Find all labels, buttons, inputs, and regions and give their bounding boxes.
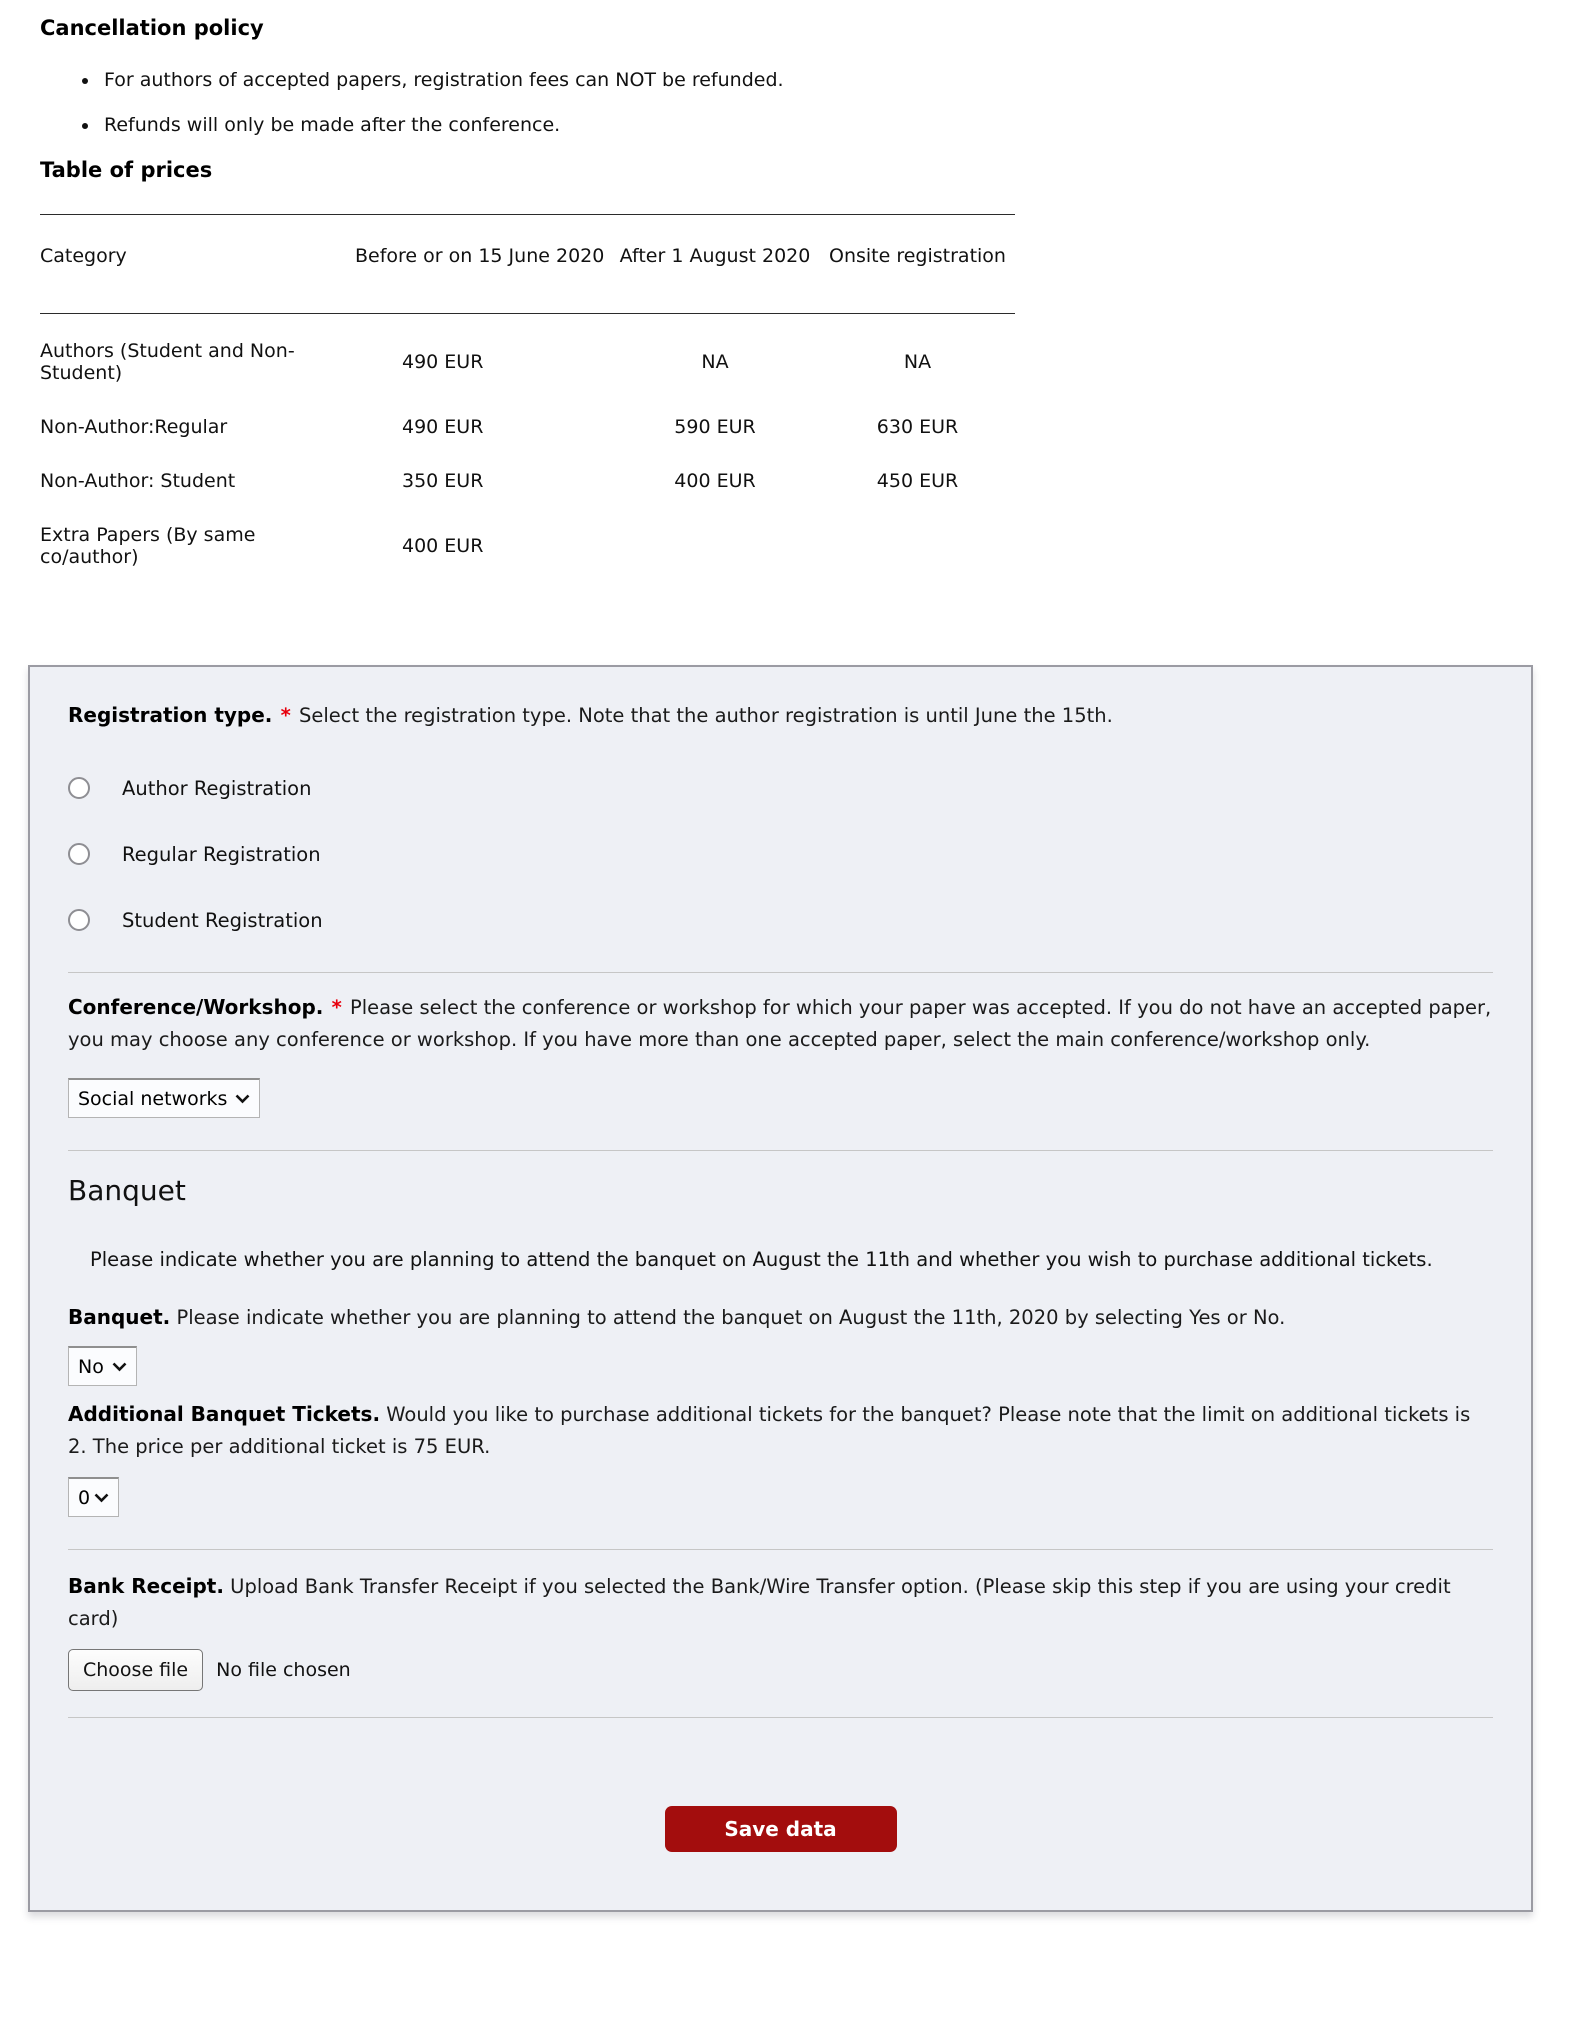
divider [68, 1549, 1493, 1550]
file-status-text: No file chosen [216, 1659, 351, 1681]
bank-receipt-field-label [68, 1570, 1493, 1635]
additional-tickets-field-label [68, 1398, 1493, 1463]
registration-type-options [68, 774, 1493, 934]
cell-category: Authors (Student and Non-Student) [40, 340, 295, 384]
additional-tickets-label: Additional Banquet Tickets. [68, 1402, 381, 1426]
save-data-button[interactable]: Save data [665, 1806, 897, 1852]
policy-item: • For authors of accepted papers, registration fees can NOT be refunded. [100, 68, 1536, 92]
cell-price: 630 EUR [876, 416, 959, 438]
table-row [40, 314, 1015, 402]
bank-receipt-description: Upload Bank Transfer Receipt if you selected the Bank/Wire Transfer option. (Please skip this step if you are using your credit card) [68, 1575, 1451, 1630]
conference-select[interactable] [68, 1078, 260, 1118]
chevron-down-icon [235, 1094, 250, 1104]
cell-price: 590 EUR [674, 416, 756, 438]
cell-price: 490 EUR [402, 351, 484, 373]
cell-price: 450 EUR [876, 470, 959, 492]
radio-button-icon[interactable] [68, 909, 90, 931]
cell-price: 490 EUR [402, 416, 484, 438]
cell-price: 400 EUR [674, 470, 756, 492]
column-header-before-june: Before or on 15 June 2020 [355, 215, 610, 314]
required-asterisk: * [280, 704, 291, 727]
policy-and-prices-section [0, 16, 1576, 585]
table-row [40, 455, 1015, 509]
conference-select-value: Social networks [78, 1087, 228, 1110]
banquet-intro-text: Please indicate whether you are planning to attend the banquet on August the 11th and whether you wish to purchase additional tickets. [90, 1248, 1433, 1271]
cell-category: Non-Author:Regular [40, 416, 228, 438]
divider [68, 972, 1493, 973]
radio-button-icon[interactable] [68, 843, 90, 865]
radio-label: Author Registration [122, 776, 312, 800]
column-header-onsite: Onsite registration [820, 215, 1015, 314]
table-of-prices-heading: Table of prices [40, 158, 213, 182]
cell-price: NA [701, 351, 729, 373]
registration-type-field-label [68, 699, 1493, 732]
cell-price: 350 EUR [402, 470, 484, 492]
table-row [40, 401, 1015, 455]
prices-header-row [40, 215, 1015, 314]
conference-description: Please select the conference or workshop for which your paper was accepted. If you do not have an accepted paper, you may choose any conference or workshop. If you have more than one accepted paper, select the main conference/workshop only. [68, 996, 1492, 1051]
bank-receipt-file-input [68, 1649, 1493, 1691]
additional-tickets-description: Would you like to purchase additional tickets for the banquet? Please note that the limit on additional tickets is 2. The price per additional ticket is 75 EUR. [68, 1403, 1471, 1458]
registration-type-label: Registration type. [68, 703, 273, 727]
registration-form-panel [28, 665, 1533, 1912]
choose-file-button[interactable]: Choose file [68, 1649, 203, 1691]
radio-regular-registration[interactable] [68, 840, 321, 868]
additional-tickets-select-value: 0 [78, 1486, 91, 1509]
radio-author-registration[interactable] [68, 774, 311, 802]
table-row [40, 509, 1015, 585]
banquet-description: Please indicate whether you are planning to attend the banquet on August the 11th, 2020 by selecting Yes or No. [176, 1306, 1286, 1329]
registration-type-description: Select the registration type. Note that the author registration is until June the 15th. [299, 704, 1113, 727]
bank-receipt-label: Bank Receipt. [68, 1574, 224, 1598]
required-asterisk: * [331, 996, 342, 1019]
banquet-attend-select-value: No [78, 1355, 104, 1378]
cell-price [610, 509, 820, 585]
conference-label: Conference/Workshop. [68, 995, 324, 1019]
chevron-down-icon [112, 1362, 127, 1372]
chevron-down-icon [94, 1493, 109, 1503]
radio-label: Regular Registration [122, 842, 321, 866]
cell-price: 400 EUR [402, 535, 484, 557]
divider [68, 1717, 1493, 1718]
cell-price [820, 509, 1015, 585]
radio-button-icon[interactable] [68, 777, 90, 799]
column-header-category: Category [40, 215, 355, 314]
divider [68, 1150, 1493, 1151]
banquet-heading: Banquet [68, 1174, 186, 1207]
conference-field-label [68, 991, 1493, 1056]
radio-student-registration[interactable] [68, 906, 323, 934]
banquet-label: Banquet. [68, 1305, 171, 1329]
form-actions [68, 1806, 1493, 1852]
cell-price: NA [903, 351, 932, 373]
additional-tickets-select[interactable] [68, 1477, 119, 1517]
cancellation-policy-heading: Cancellation policy [40, 16, 264, 40]
prices-table [40, 214, 1015, 585]
radio-label: Student Registration [122, 908, 323, 932]
column-header-after-august: After 1 August 2020 [610, 215, 820, 314]
banquet-field-label [68, 1301, 1493, 1334]
cell-category: Non-Author: Student [40, 470, 236, 492]
policy-item: • Refunds will only be made after the conference. [100, 113, 1536, 137]
cell-category: Extra Papers (By same co/author) [40, 524, 256, 568]
banquet-attend-select[interactable] [68, 1346, 137, 1386]
cancellation-policy-list [100, 68, 1536, 137]
